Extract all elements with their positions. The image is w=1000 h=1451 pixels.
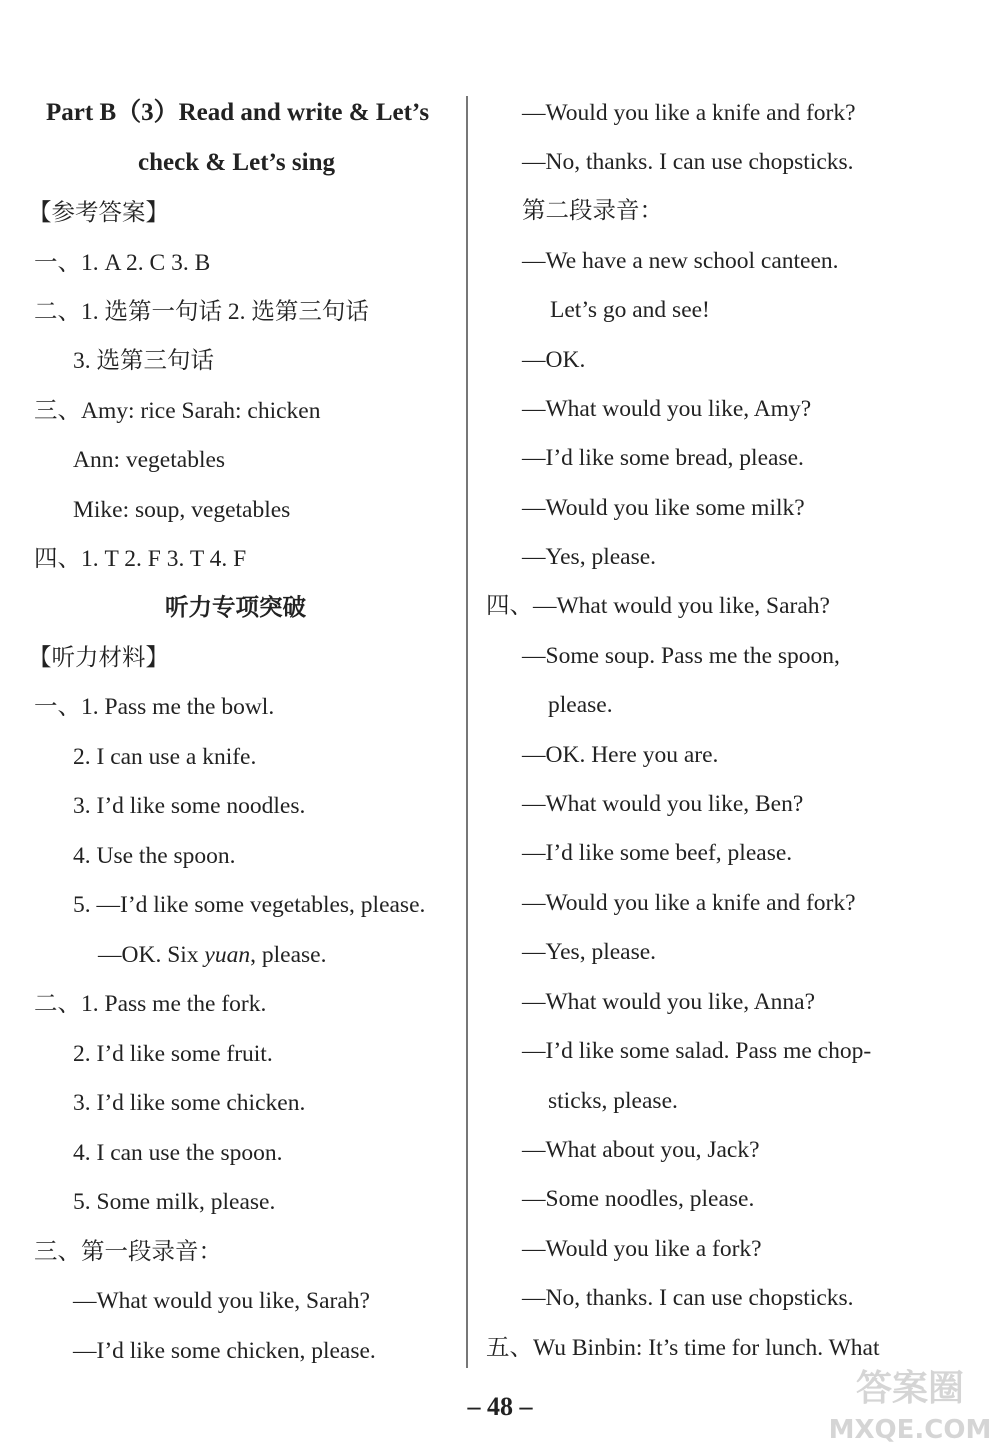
answer-key-heading: 【参考答案】 [28, 200, 169, 226]
script-line: 2. I’d like some fruit. [73, 1041, 273, 1067]
script-line: —Yes, please. [522, 544, 657, 570]
script-line: 四、—What would you like, Sarah? [486, 593, 830, 619]
listening-material-heading: 【听力材料】 [28, 645, 169, 671]
script-line: 5. —I’d like some vegetables, please. [73, 892, 426, 918]
script-line: 4. I can use the spoon. [73, 1140, 283, 1166]
answer-line: Mike: soup, vegetables [73, 497, 291, 523]
script-line: 五、Wu Binbin: It’s time for lunch. What [486, 1335, 880, 1361]
script-line: —What about you, Jack? [522, 1137, 760, 1163]
watermark-bottom-text: MXQE.COM [828, 1415, 992, 1445]
script-line: 2. I can use a knife. [73, 744, 257, 770]
script-line: —Would you like some milk? [522, 495, 805, 521]
script-line: —I’d like some bread, please. [522, 445, 804, 471]
script-line: —What would you like, Anna? [522, 989, 816, 1015]
script-line: 3. I’d like some noodles. [73, 793, 306, 819]
watermark-logo [826, 1356, 994, 1446]
script-line: 3. I’d like some chicken. [73, 1090, 306, 1116]
script-line: —What would you like, Ben? [522, 791, 804, 817]
script-line: 三、第一段录音： [34, 1239, 222, 1265]
script-line: —OK. [522, 347, 586, 373]
script-line: 第二段录音： [522, 198, 663, 224]
answer-line: Ann: vegetables [73, 447, 226, 473]
answer-line: 四、1. T 2. F 3. T 4. F [34, 546, 247, 572]
section-title-line2: check & Let’s sing [138, 149, 335, 176]
script-line: —OK. Here you are. [522, 742, 719, 768]
script-line: —Some soup. Pass me the spoon, [522, 643, 840, 669]
script-line: —What would you like, Amy? [522, 396, 812, 422]
script-line: 二、1. Pass me the fork. [34, 991, 267, 1017]
script-line: —Would you like a knife and fork? [522, 100, 856, 126]
answer-line: 三、Amy: rice Sarah: chicken [34, 398, 321, 424]
column-divider [466, 96, 468, 1368]
listening-section-heading: 听力专项突破 [165, 595, 306, 621]
script-line: 一、1. Pass me the bowl. [34, 694, 275, 720]
page-number: – 48 – [467, 1392, 533, 1421]
script-line: —I’d like some salad. Pass me chop- [522, 1038, 872, 1064]
section-title-line1: Part B（3）Read and write & Let’s [46, 99, 430, 126]
script-line: —Would you like a knife and fork? [522, 890, 856, 916]
script-line: —Some noodles, please. [522, 1186, 755, 1212]
script-line: —We have a new school canteen. [522, 248, 839, 274]
script-line: —I’d like some beef, please. [522, 840, 793, 866]
watermark-top-text: 答案圈 [855, 1368, 965, 1409]
script-line: please. [548, 692, 613, 718]
script-line: 4. Use the spoon. [73, 843, 236, 869]
script-line: —OK. Six yuan, please. [98, 942, 327, 968]
script-line: —What would you like, Sarah? [73, 1288, 370, 1314]
script-line: —Yes, please. [522, 939, 657, 965]
script-line: —No, thanks. I can use chopsticks. [522, 149, 854, 175]
answer-line: 一、1. A 2. C 3. B [34, 250, 211, 276]
answer-line: 二、1. 选第一句话 2. 选第三句话 [34, 299, 369, 325]
script-line: —Would you like a fork? [522, 1236, 762, 1262]
script-line: —No, thanks. I can use chopsticks. [522, 1285, 854, 1311]
script-line: Let’s go and see! [550, 297, 710, 323]
script-line: —I’d like some chicken, please. [73, 1338, 376, 1364]
answer-line: 3. 选第三句话 [73, 348, 214, 374]
script-line: 5. Some milk, please. [73, 1189, 276, 1215]
script-line: sticks, please. [548, 1088, 678, 1114]
